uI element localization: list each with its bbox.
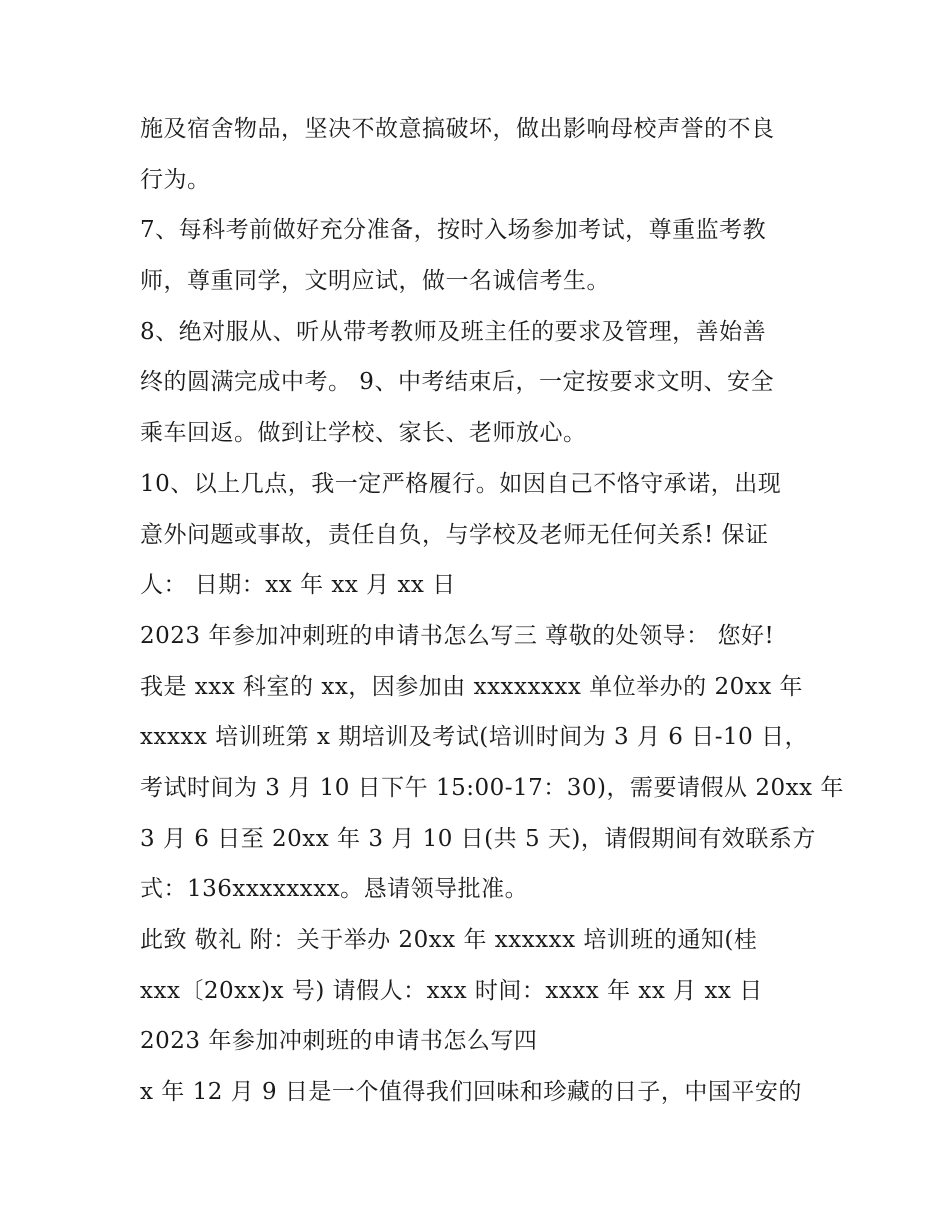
text-line: xxxxx 培训班第 x 期培训及考试(培训时间为 3 月 6 日-10 日， bbox=[140, 724, 809, 751]
text-line: 施及宿舍物品，坚决不故意搞破坏，做出影响母校声誉的不良 bbox=[140, 116, 775, 142]
text-line: 乘车回返。做到让学校、家长、老师放心。 bbox=[140, 420, 587, 447]
text-line: xxx〔20xx)x 号) 请假人：xxx 时间：xxxx 年 xx 月 xx 日 bbox=[140, 977, 763, 1004]
section-heading-line: 2023 年参加冲刺班的申请书怎么写三 尊敬的处领导： 您好! bbox=[140, 622, 775, 649]
text-line: 我是 xxx 科室的 xx，因参加由 xxxxxxxx 单位举办的 20xx 年 bbox=[140, 673, 804, 700]
text-line: 10、以上几点，我一定严格履行。如因自己不恪守承诺，出现 bbox=[140, 470, 782, 497]
text-line: 考试时间为 3 月 10 日下午 15:00-17：30)，需要请假从 20xx 年 bbox=[140, 774, 844, 801]
text-line: 此致 敬礼 附：关于举办 20xx 年 xxxxxx 培训班的通知(桂 bbox=[140, 927, 758, 953]
text-line: 3 月 6 日至 20xx 年 3 月 10 日(共 5 天)，请假期间有效联系方 bbox=[140, 825, 816, 852]
text-line: 人： 日期：xx 年 xx 月 xx 日 bbox=[140, 572, 456, 599]
text-line: x 年 12 月 9 日是一个值得我们回味和珍藏的日子，中国平安的 bbox=[140, 1079, 802, 1106]
text-line: 终的圆满完成中考。 9、中考结束后，一定按要求文明、安全 bbox=[140, 369, 774, 396]
text-line: 意外问题或事故，责任自负，与学校及老师无任何关系! 保证 bbox=[140, 521, 769, 548]
section-heading-line: 2023 年参加冲刺班的申请书怎么写四 bbox=[140, 1028, 538, 1055]
document-body bbox=[140, 104, 844, 1118]
text-line: 师，尊重同学，文明应试，做一名诚信考生。 bbox=[140, 268, 610, 295]
text-line: 8、绝对服从、听从带考教师及班主任的要求及管理，善始善 bbox=[140, 318, 767, 345]
text-line: 行为。 bbox=[140, 166, 211, 193]
text-line: 7、每科考前做好充分准备，按时入场参加考试，尊重监考教 bbox=[140, 217, 767, 244]
text-line: 式：136xxxxxxxx。恳请领导批准。 bbox=[140, 876, 529, 903]
